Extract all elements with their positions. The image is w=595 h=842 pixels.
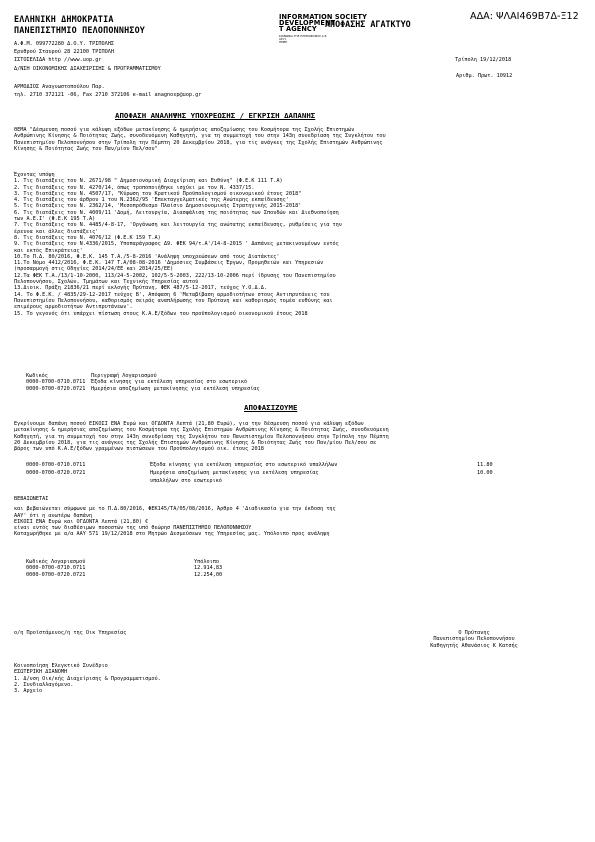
considering-item: 3. Τις διατάξεις του Ν. 4507/17, "Κύρωση του Κρατικού Προϋπολογισμού οικονομικού έτους 2018" bbox=[14, 190, 302, 197]
considering-item: επιμέρους αρμοδιοτήτων Αντιπρυτάνεων'. bbox=[14, 304, 133, 311]
considering-item: 10.Το Π.Δ. 80/2016, Φ.Ε.Κ. 145 Τ.Α./5-8-2016 'Ανάληψη υποχρεώσεων από τους Διατάκτες' bbox=[14, 253, 280, 260]
header-website: ΙΣΤΟΣΕΛΙΔΑ http //www.uop.gr bbox=[14, 57, 102, 63]
logo-line-1: INFORMATION SOCIETY bbox=[279, 13, 368, 21]
header-address: Ερυθρού Σταυρού 28 22100 ΤΡΙΠΟΛΗ bbox=[14, 49, 114, 55]
table-cell: 12.914,83 bbox=[194, 565, 223, 572]
logo-small-3: ΗΜΕΡ. bbox=[279, 40, 288, 45]
document-title: ΑΠΟΦΑΣΗ ΑΝΑΛΗΨΗΣ ΥΠΟΧΡΕΩΣΗΣ / ΕΓΚΡΙΣΗ ΔΑΠΑΝΗΣ bbox=[115, 111, 316, 120]
table-cell: 0000-0700-0710.0711 bbox=[26, 379, 86, 386]
considering-item: 8. Τις διατάξεις του Ν. 4076/12 (Φ.Ε.Κ 159 Τ.Α) bbox=[14, 234, 161, 241]
amount-value: 10.00 bbox=[477, 470, 493, 476]
table-header: Κωδικός bbox=[26, 373, 48, 379]
subject-line: Ανθρώπινης Κίνησης & Ποιότητας Ζωής, συνοδευόμενη Καθηγητή, για τη συμμετοχή του στην 143η συνεδρίαση της Συγκλήτου του bbox=[14, 133, 386, 140]
considering-item: 9. Τις διατάξεις του Ν.4336/2015, Υποπαράγραφος Δ9. ΦΕΚ 94/τ.Α'/14-8-2015 ' Δαπάνες μετακινουμένων εντός bbox=[14, 241, 339, 248]
amount-code: 0000-0700-0720.0721 bbox=[26, 470, 86, 476]
amount-value: 11.80 bbox=[477, 462, 493, 468]
distribution-line: ΕΣΩΤΕΡΙΚΗ ΔΙΑΝΟΜΗ bbox=[14, 669, 68, 676]
considering-item: 7. Τις διατάξεις του Ν. 4485/4-8-17, 'Οργάνωση και λειτουργία της ανώτατης εκπαίδευσης, ρυθμίσεις για την bbox=[14, 222, 342, 229]
balance-table bbox=[26, 559, 222, 578]
certify-line: ΒΕΒΑΙΩΝΕΤΑΙ bbox=[14, 496, 49, 502]
table-cell: 0000-0700-0720.0721 bbox=[26, 385, 86, 392]
certify-line: ΕΙΚΟΣΙ ΕΝΑ Ευρώ και ΟΓΔΟΝΤΑ Λεπτά (21,80) € bbox=[14, 518, 149, 525]
table-header: Κωδικός Λογαριασμού bbox=[26, 559, 86, 565]
considering-item: Πελοποννήσου, Σχολών, Τμημάτων και Τεχνικής Υπηρεσίας αυτού bbox=[14, 279, 199, 286]
codes-table bbox=[26, 373, 260, 392]
certify-line: είναι εντός των διαθέσιμων ποσοστών της υπό θεώρησ ΠΑΝΕΠΙΣΤΗΜΙΟ ΠΕΛΟΠΟΝΝΗΣΟΥ bbox=[14, 525, 252, 532]
amount-desc: Έξοδα κίνησης για εκτέλεση υπηρεσίας στο εσωτερικό υπαλλήλων bbox=[150, 462, 338, 468]
table-row bbox=[26, 386, 260, 392]
distribution-line: 1. Δ/νση Οικ/κής Διαχείρισης & Προγραμματισμού. bbox=[14, 675, 161, 682]
protocol-number: Αριθμ. Πρωτ. 10912 bbox=[456, 73, 513, 79]
subject-line: ΘΕΜΑ "Δέσμευση ποσού για κάλυψη εξόδων μετακίνησης & ημερήσιας αποζημίωσης του Κοσμήτορα της Σχολής Επιστημών bbox=[14, 127, 355, 133]
considering-item: 6. Τις διατάξεις του Ν. 4009/11 'Δομή, Λειτουργία, Διασφάλιση της ποιότητας των Σπουδών και Διεθνοποίηση bbox=[14, 209, 339, 216]
considering-item: 13.Διοικ. Πράξη 21836/21 περί εκλογής Πρύτανη, ΦΕΚ 487/5-12-2017, τεύχος Υ.Ο.Δ.Δ. bbox=[14, 285, 267, 292]
considering-list bbox=[14, 172, 342, 317]
subject-line: Πανεπιστημίου Πελοποννήσου στην Τρίπολη την Πέμπτη 20 Δεκεμβρίου 2018, για τις ανάγκες της Σχολής Επιστημών Ανθρώπινης bbox=[14, 139, 383, 146]
distribution-list bbox=[14, 663, 161, 694]
considering-item: 5. Τις διατάξεις του Ν. 2362/14, 'Μεσοπρόθεσμο Πλαίσιο Δημοσιονομικής Στρατηγικής 2015-2018' bbox=[14, 203, 302, 210]
amount-code: 0000-0700-0710.0711 bbox=[26, 462, 86, 468]
table-row bbox=[26, 572, 222, 578]
decide-line: μετακίνησης & ημερήσιας αποζημίωσης του Κοσμήτορα της Σχολής Επιστημών Ανθρώπινης Κίνησης & Ποιότητας Ζωής, συνοδευόμενη bbox=[14, 427, 389, 434]
table-cell: Ημερήσια αποζημίωση μετακίνησης για εκτέλεση υπηρεσίας bbox=[91, 385, 260, 392]
table-header: Περιγραφή Λογαριασμού bbox=[91, 373, 157, 379]
signature-left: ο/η Προϊστάμενος/η της Οικ Υπηρεσίας bbox=[14, 630, 127, 636]
amount-desc: υπαλλήλων στο εσωτερικό bbox=[150, 478, 222, 484]
location-date: Τρίπολη 19/12/2018 bbox=[455, 57, 512, 63]
decide-line: Καθηγητή, για τη συμμετοχή του στην 143η συνεδρίαση της Συγκλήτου του Πανεπιστημίου Πελοποννήσου στην Τρίπολη την Πέμπτη bbox=[14, 433, 389, 440]
distribution-line: Κοινοποίηση Ελεγκτικό Συνέδριο bbox=[14, 663, 108, 669]
certify-line: ΑΑΥ' ότι η ανωτέρω δαπάνη bbox=[14, 512, 93, 519]
contact-phone: τηλ. 2710 372121 -06, Fax 2710 372106 e-mail anagnosp@uop.gr bbox=[14, 92, 202, 98]
logo-line-3: T AGENCY bbox=[279, 25, 317, 34]
decide-paragraph bbox=[14, 421, 389, 452]
considering-item: έρευνα και άλλες διατάξεις' bbox=[14, 228, 99, 235]
certify-line: Καταχωρήθηκε με α/α ΑΑΥ 571 19/12/2018 στο Μητρώο Δεσμεύσεων της Υπηρεσίας μας. Υπόλοιπο προς ανάληψη bbox=[14, 531, 330, 538]
logo-small-1: ΚΟΙΝΩΝΙΑ ΤΗΣ ΠΛΗΡΟΦΟΡΙΑΣ Α.Ε. bbox=[279, 33, 328, 38]
table-cell: 0000-0700-0720.0721 bbox=[26, 571, 86, 578]
table-cell: 12.254,00 bbox=[194, 571, 223, 578]
decide-line: Εγκρίνουμε δαπάνη ποσού ΕΙΚΟΣΙ ΕΝΑ Ευρώ και ΟΓΔΟΝΤΑ Λεπτά (21,80 Ευρώ), για την δέσμευση ποσού για κάλυψη εξόδων bbox=[14, 421, 364, 427]
certify-line: και βεβαιώνεται σύμφωνα με το Π.Δ.80/2016, ΦΕΚ145/ΤΑ/05/08/2016, Άρθρο 4 'Διαδικασία για την έκδοση της bbox=[14, 506, 336, 513]
considering-item: Πανεπιστημίου Πελοποννήσου, καθορισμός σειράς αναπλήρωσης του Πρύτανη και καθορισμός τομέα ευθύνης και bbox=[14, 297, 333, 304]
signature-right bbox=[424, 630, 524, 649]
considering-item: 12.Τα ΦΕΚ Τ.Α./13/1-10-2000, 113/24-5-2002, 102/5-5-2003, 222/13-10-2006 περί ίδρυσης του Πανεπιστημίου bbox=[14, 272, 336, 279]
logo-overprint: ΑΠΟΦΑΣΗΣ ΑΓΑΤΚΤΥΟ bbox=[325, 19, 411, 29]
signature-name: Καθηγητής Αθανάσιος Κ Κατσής bbox=[430, 642, 518, 649]
amount-desc: Ημερήσια αποζημίωση μετακίνησης για εκτέλεση υπηρεσίας bbox=[150, 470, 319, 476]
decide-title: ΑΠΟΦΑΣΙΖΟΥΜΕ bbox=[244, 403, 298, 412]
considering-item: 2. Τις διατάξεις του Ν. 4270/14, όπως τροποποιήθηκε ισχύει με τον Ν. 4337/15. bbox=[14, 184, 255, 191]
header-line-1: ΕΛΛΗΝΙΚΗ ΔΗΜΟΚΡΑΤΙΑ bbox=[14, 14, 114, 24]
table-cell: Έξοδα κίνησης για εκτέλεση υπηρεσίας στο εσωτερικό bbox=[91, 379, 248, 386]
distribution-line: 3. Αρχείο bbox=[14, 688, 43, 695]
distribution-line: 2. Συνδιαλλαγόμενο. bbox=[14, 681, 74, 688]
considering-item: 4. Τις διατάξεις του άρθρου 1 του Ν.2362/95 'Επεκταγγελματικές της Ανώτερης εκπαίδευσης' bbox=[14, 197, 289, 204]
ada-code: ΑΔΑ: ΨΛΑΙ469Β7Δ-Ξ12 bbox=[470, 11, 579, 22]
signature-institution: Πανεπιστημίου Πελοποννήσου bbox=[433, 636, 515, 643]
considering-label: Έχοντας υπόψη bbox=[14, 172, 55, 178]
logo-small-2: ΑΡ.Π. bbox=[279, 37, 287, 42]
decide-line: βάρος των υπό Κ.Α.Ε/ξόδων γραμμένων πιστώσεων του Προϋπολογισμού οικ. έτους 2018 bbox=[14, 446, 264, 453]
subject-line: Κίνησης & Ποιότητας Ζωής του Παν/μίου Πελ/σου" bbox=[14, 145, 158, 152]
table-cell: 0000-0700-0710.0711 bbox=[26, 565, 86, 572]
header-afm: Α.Φ.Μ. 099772280 Δ.Ο.Υ. ΤΡΙΠΟΛΗΣ bbox=[14, 41, 114, 47]
contact-name: ΑΡΜΟΔΙΟΣ Αναγνωστοπούλου Παρ. bbox=[14, 84, 105, 90]
considering-item: (προσαρμογή στις Οδηγίες 2014/24/ΕΕ και 2014/25/ΕΕ) bbox=[14, 266, 174, 273]
considering-item: 15. Το γεγονός ότι υπάρχει πίστωση στους Κ.Α.Ε/ξόδων του προϋπολογισμού οικονομικού έτους 2018 bbox=[14, 310, 308, 317]
subject-paragraph bbox=[14, 127, 386, 152]
considering-item: 14. Το Φ.Ε.Κ. / 4835/29-12-2017 τεύχος Β', Απόφαση 6 'Μεταβίβαση αρμοδιοτήτων στους Αντιπρυτάνεις του bbox=[14, 291, 330, 298]
considering-item: 1. Τις διατάξεις του Ν. 2671/98 " Δημοσιονομική Διαχείριση και Ευθύνη" (Φ.Ε.Κ 111 Τ.Α) bbox=[14, 178, 283, 185]
logo-line-2: DEVELOPMENT bbox=[279, 19, 336, 28]
decide-line: 20 Δεκεμβρίου 2018, για τις ανάγκες της Σχολής Επιστημών Ανθρώπινης Κίνησης & Ποιότητας Ζωής του Παν/μίου Πελ/σου σε bbox=[14, 439, 377, 446]
signature-title: Ο Πρύτανης bbox=[458, 630, 490, 636]
table-header: Υπόλοιπο bbox=[194, 559, 219, 565]
header-line-2: ΠΑΝΕΠΙΣΤΗΜΙΟ ΠΕΛΟΠΟΝΝΗΣΟΥ bbox=[14, 25, 146, 35]
header-directorate: Δ/ΝΣΗ ΟΙΚΟΝΟΜΙΚΗΣ ΔΙΑΧΕΙΡΙΣΗΣ & ΠΡΟΓΡΑΜΜΑΤΙΣΜΟΥ bbox=[14, 66, 161, 72]
certify-block bbox=[14, 496, 336, 538]
considering-item: και εκτός Επικράτειας' bbox=[14, 247, 83, 254]
considering-item: των Α.Ε.Ι' (Φ.Ε.Κ 195 Τ.Α) bbox=[14, 216, 96, 223]
considering-item: 11.Το Νόμο 4412/2016, Φ.Ε.Κ. 147 Τ.Α/08-08-2016 'Δημόσιες Συμβάσεις Έργων, Προμηθειών και Υπηρεσιών bbox=[14, 260, 324, 267]
